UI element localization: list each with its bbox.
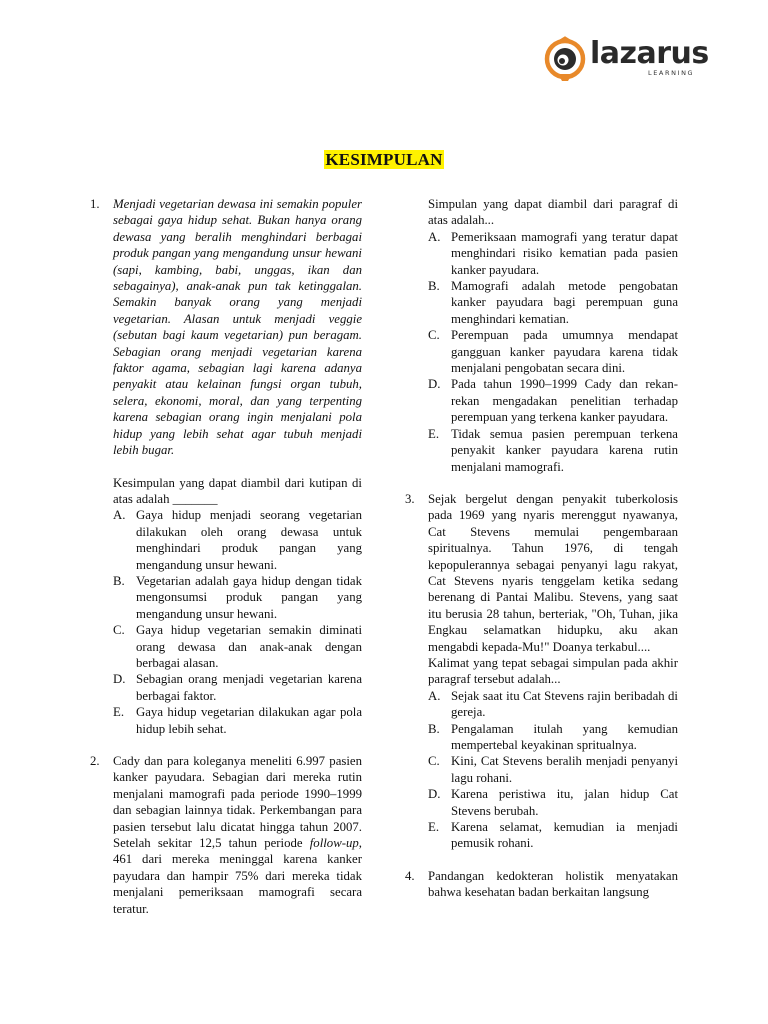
- option-e: E. Tidak semua pasien perempuan terkena penyakit kanker payudara karena rutin menjalani mamografi.: [428, 426, 678, 474]
- question-number: 4.: [405, 868, 415, 883]
- option-d: D. Sebagian orang menjadi vegetarian karena berbagai faktor.: [113, 672, 362, 703]
- question-3: [405, 491, 678, 852]
- logo-tagline: LEARNING: [648, 69, 695, 77]
- lazarus-emblem-icon: [544, 36, 586, 82]
- question-2-continued: [405, 196, 678, 475]
- question-1-prompt: Kesimpulan yang dapat diambil dari kutipan di atas adalah _______: [113, 475, 362, 506]
- question-number: 3.: [405, 491, 415, 506]
- question-2-prompt: Simpulan yang dapat diambil dari paragraf di atas adalah...: [428, 197, 678, 228]
- option-a: A. Sejak saat itu Cat Stevens rajin beribadah di gereja.: [428, 688, 678, 720]
- question-2-passage: Cady dan para koleganya meneliti 6.997 pasien kanker payudara. Sebagian dari mereka rutin menjalani mamografi pada periode 1990–1999 dan sebagian lainnya tidak. Perkembangan para pasien tersebut lalu dicatat hingga tahun 2007. Setelah sekitar 12,5 tahun periode follow-up, 461 dari mereka meninggal karena kanker payudara dan hampir 75% dari mereka tidak menjalani pemeriksaan mamografi secara teratur.: [113, 754, 362, 916]
- option-e: E. Karena selamat, kemudian ia menjadi pemusik rohani.: [428, 820, 678, 851]
- logo-wordmark: lazarus: [590, 36, 709, 71]
- question-1-passage: Menjadi vegetarian dewasa ini semakin populer sebagai gaya hidup sehat. Bukan hanya orang dewasa yang beralih menghindari berbagai produk pangan yang mengandung unsur hewani (sapi, kambing, babi, unggas, ikan dan sebagainya), anak-anak pun tak ketinggalan. Semakin banyak orang yang menjadi vegetarian. Alasan untuk menjadi veggie (sebutan bagi kaum vegetarian) pun beragam. Sebagian orang menjadi vegetarian karena faktor agama, sebagian lagi karena adanya penyakit atau kelainan fungsi organ tubuh, selera, ekonomi, moral, dan yang terpenting karena sebagian orang ingin menjalani pola hidup yang lebih sehat agar tubuh menjadi lebih bugar.: [113, 197, 362, 458]
- question-3-passage: Sejak bergelut dengan penyakit tuberkolosis pada 1969 yang nyaris merenggut nyawanya, Cat Stevens memulai pengembaraan spiritualnya. Tahun 1976, di tengah kepopulerannya sebagai penyanyi lagu rakyat, Cat Stevens nyaris tenggelam ketika sedang berenang di Pantai Malibu. Stevens, yang saat itu berusia 28 tahun, berteriak, "Oh, Tuhan, jika Engkau selamatkan hidupku, aku akan mengabdi kepada-Mu!" Doanya terkabul....: [428, 491, 678, 654]
- left-column: [90, 196, 362, 917]
- question-1-options: [113, 507, 362, 737]
- question-number: 2.: [90, 754, 100, 768]
- option-a: A. Gaya hidup menjadi seorang vegetarian dilakukan oleh orang dewasa untuk menghindari produk pangan yang mengandung unsur hewani.: [113, 508, 362, 572]
- option-b: B. Mamografi adalah metode pengobatan kanker payudara bagi perempuan guna menghindari kematian.: [428, 279, 678, 326]
- option-d: D. Karena peristiwa itu, jalan hidup Cat Stevens berubah.: [428, 787, 678, 818]
- question-1: [90, 196, 362, 737]
- question-number: 1.: [90, 197, 100, 211]
- question-2-options: [428, 229, 678, 475]
- question-4: [405, 868, 678, 901]
- option-c: C. Gaya hidup vegetarian semakin diminati orang dewasa dan anak-anak dengan berbagai alasan.: [113, 623, 362, 670]
- option-a: A. Pemeriksaan mamografi yang teratur dapat menghindari risiko kematian pada pasien kanker payudara.: [428, 229, 678, 277]
- option-c: C. Kini, Cat Stevens beralih menjadi penyanyi lagu rohani.: [428, 754, 678, 785]
- question-3-options: [428, 688, 678, 852]
- option-c: C. Perempuan pada umumnya mendapat gangguan kanker payudara karena tidak menjalani pengobatan secara dini.: [428, 328, 678, 376]
- right-column: [405, 196, 678, 901]
- option-b: B. Vegetarian adalah gaya hidup dengan tidak mengonsumsi produk pangan yang mengandung unsur hewani.: [113, 573, 362, 621]
- page-title-text: KESIMPULAN: [325, 150, 443, 169]
- question-4-passage: Pandangan kedokteran holistik menyatakan bahwa kesehatan badan berkaitan langsung: [428, 868, 678, 900]
- question-2: [90, 753, 362, 917]
- question-3-prompt: Kalimat yang tepat sebagai simpulan pada akhir paragraf tersebut adalah...: [428, 655, 678, 687]
- page-title: [0, 150, 768, 170]
- option-d: D. Pada tahun 1990–1999 Cady dan rekan-rekan mengadakan penelitian terhadap perempuan yang terkena kanker payudara.: [428, 377, 678, 425]
- option-b: B. Pengalaman itulah yang kemudian mempertebal keyakinan spritualnya.: [428, 721, 678, 752]
- option-e: E. Gaya hidup vegetarian dilakukan agar pola hidup lebih sehat.: [113, 705, 362, 736]
